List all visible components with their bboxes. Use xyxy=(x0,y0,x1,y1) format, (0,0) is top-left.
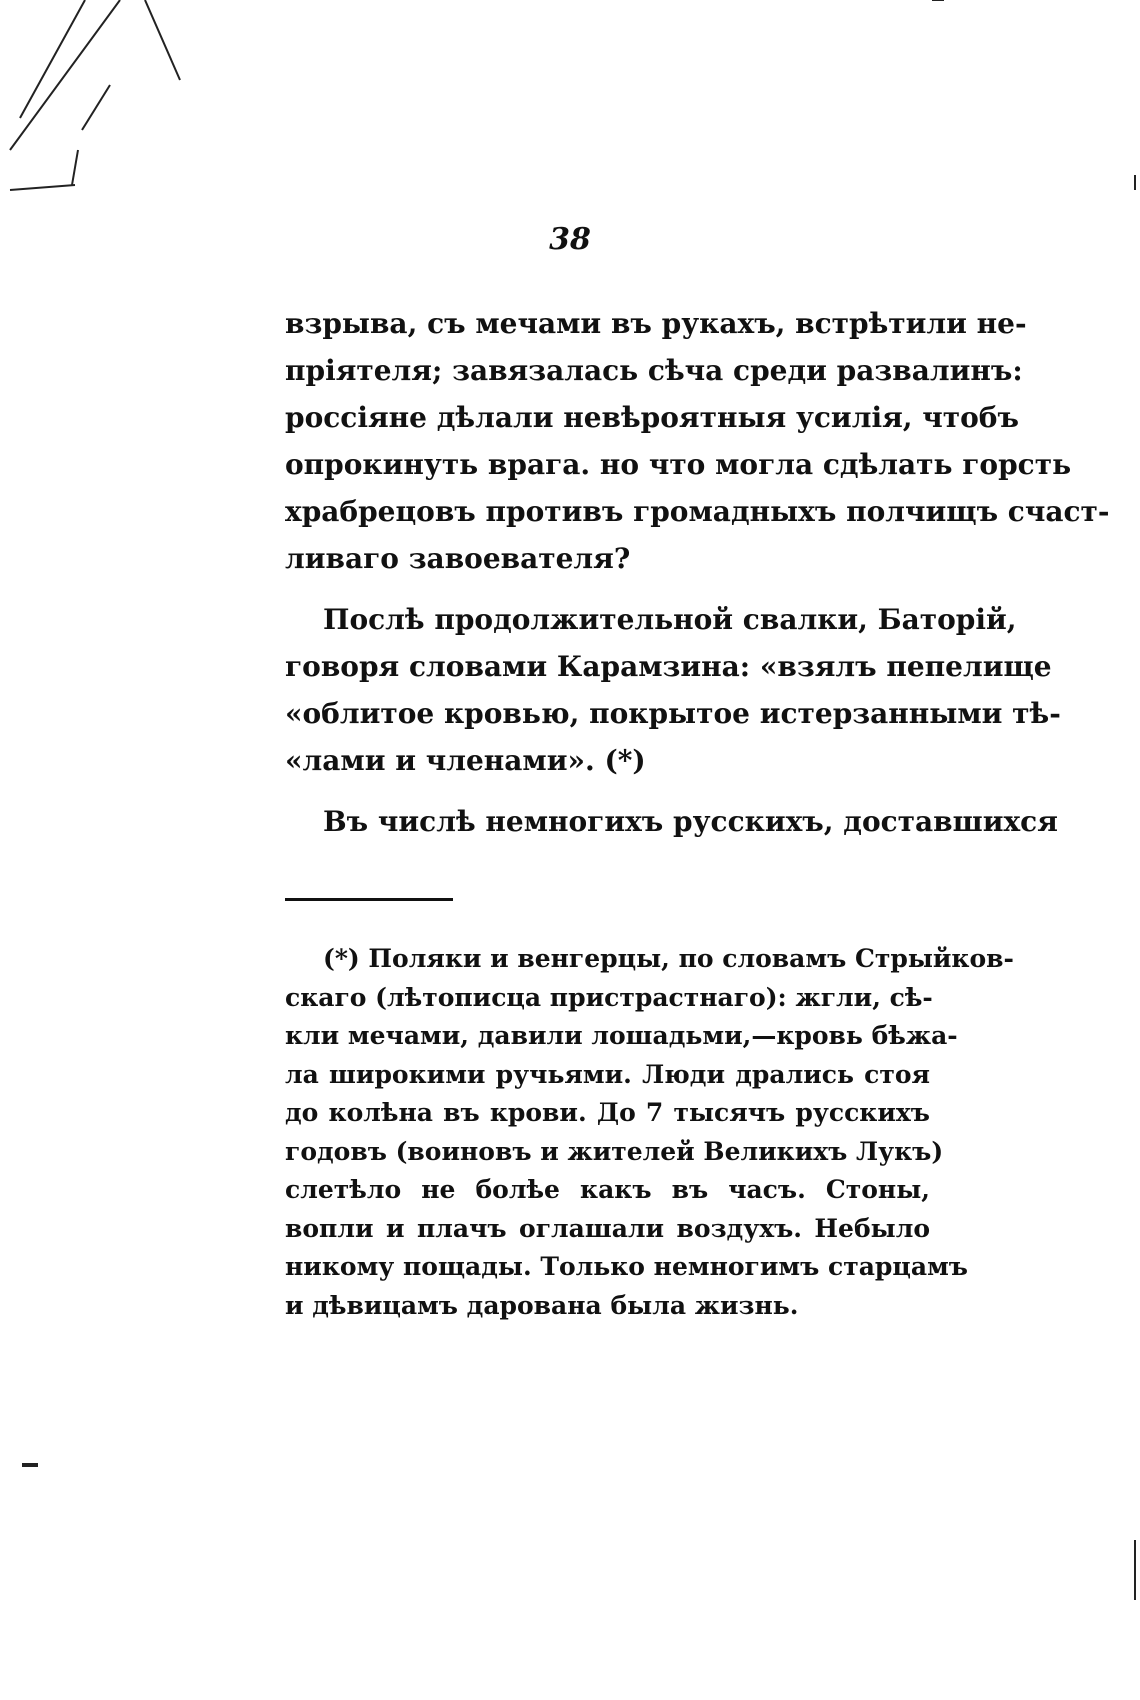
text-line: «лами и членами». (*) xyxy=(285,744,646,777)
footnote-line: кли мечами, давили лошадьми,—кровь бѣжа- xyxy=(285,1021,958,1050)
footnote-line: скаго (лѣтописца пристрастнаго): жгли, сѣ- xyxy=(285,982,933,1012)
text-line: храбрецовъ противъ громадныхъ полчищъ счаст- xyxy=(285,495,1110,528)
text-line: ливаго завоевателя? xyxy=(285,542,631,575)
text-line: Въ числѣ немногихъ русскихъ, доставшихся xyxy=(323,805,1058,838)
footnote-line: слетѣло не болѣе какъ въ часъ. Стоны, xyxy=(285,1175,930,1204)
paragraph-1 xyxy=(285,300,1110,582)
footnote-line: никому пощады. Только немногимъ старцамъ xyxy=(285,1252,968,1281)
footnote-line: вопли и плачъ оглашали воздухъ. Небыло xyxy=(285,1213,930,1243)
footnote-divider xyxy=(285,898,453,901)
text-line: Послѣ продолжительной свалки, Баторій, xyxy=(323,603,1017,636)
paragraph-3 xyxy=(285,798,1058,845)
text-line: говоря словами Карамзина: «взялъ пепелище xyxy=(285,650,1052,683)
footnote-line: и дѣвицамъ дарована была жизнь. xyxy=(285,1290,799,1320)
footnote-line: ла широкими ручьями. Люди дрались стоя xyxy=(285,1059,930,1089)
text-line: «облитое кровью, покрытое истерзанными тѣ- xyxy=(285,697,1061,730)
footnote-line: годовъ (воиновъ и жителей Великихъ Лукъ) xyxy=(285,1136,944,1166)
text-line: опрокинуть врага. но что могла сдѣлать горсть xyxy=(285,448,1072,481)
footnote-line: (*) Поляки и венгерцы, по словамъ Стрыйков- xyxy=(323,944,1014,973)
text-line: россіяне дѣлали невѣроятныя усилія, чтобъ xyxy=(285,401,1019,434)
scan-stroke-1 xyxy=(10,0,120,150)
paragraph-2 xyxy=(285,596,1061,784)
main-text xyxy=(285,300,1110,859)
page-number: 38 xyxy=(549,222,591,257)
scan-stroke-2 xyxy=(20,0,85,118)
scan-stroke-5 xyxy=(10,185,75,190)
footnote xyxy=(285,940,1014,1325)
scan-stroke-3 xyxy=(145,0,180,80)
scan-stroke-4 xyxy=(82,85,110,130)
text-line: пріятеля; завязалась сѣча среди развалинъ: xyxy=(285,354,1023,387)
scan-stroke-6 xyxy=(72,150,78,185)
footnote-line: до колѣна въ крови. До 7 тысячъ русскихъ xyxy=(285,1098,930,1127)
text-line: взрыва, съ мечами въ рукахъ, встрѣтили не- xyxy=(285,307,1027,340)
